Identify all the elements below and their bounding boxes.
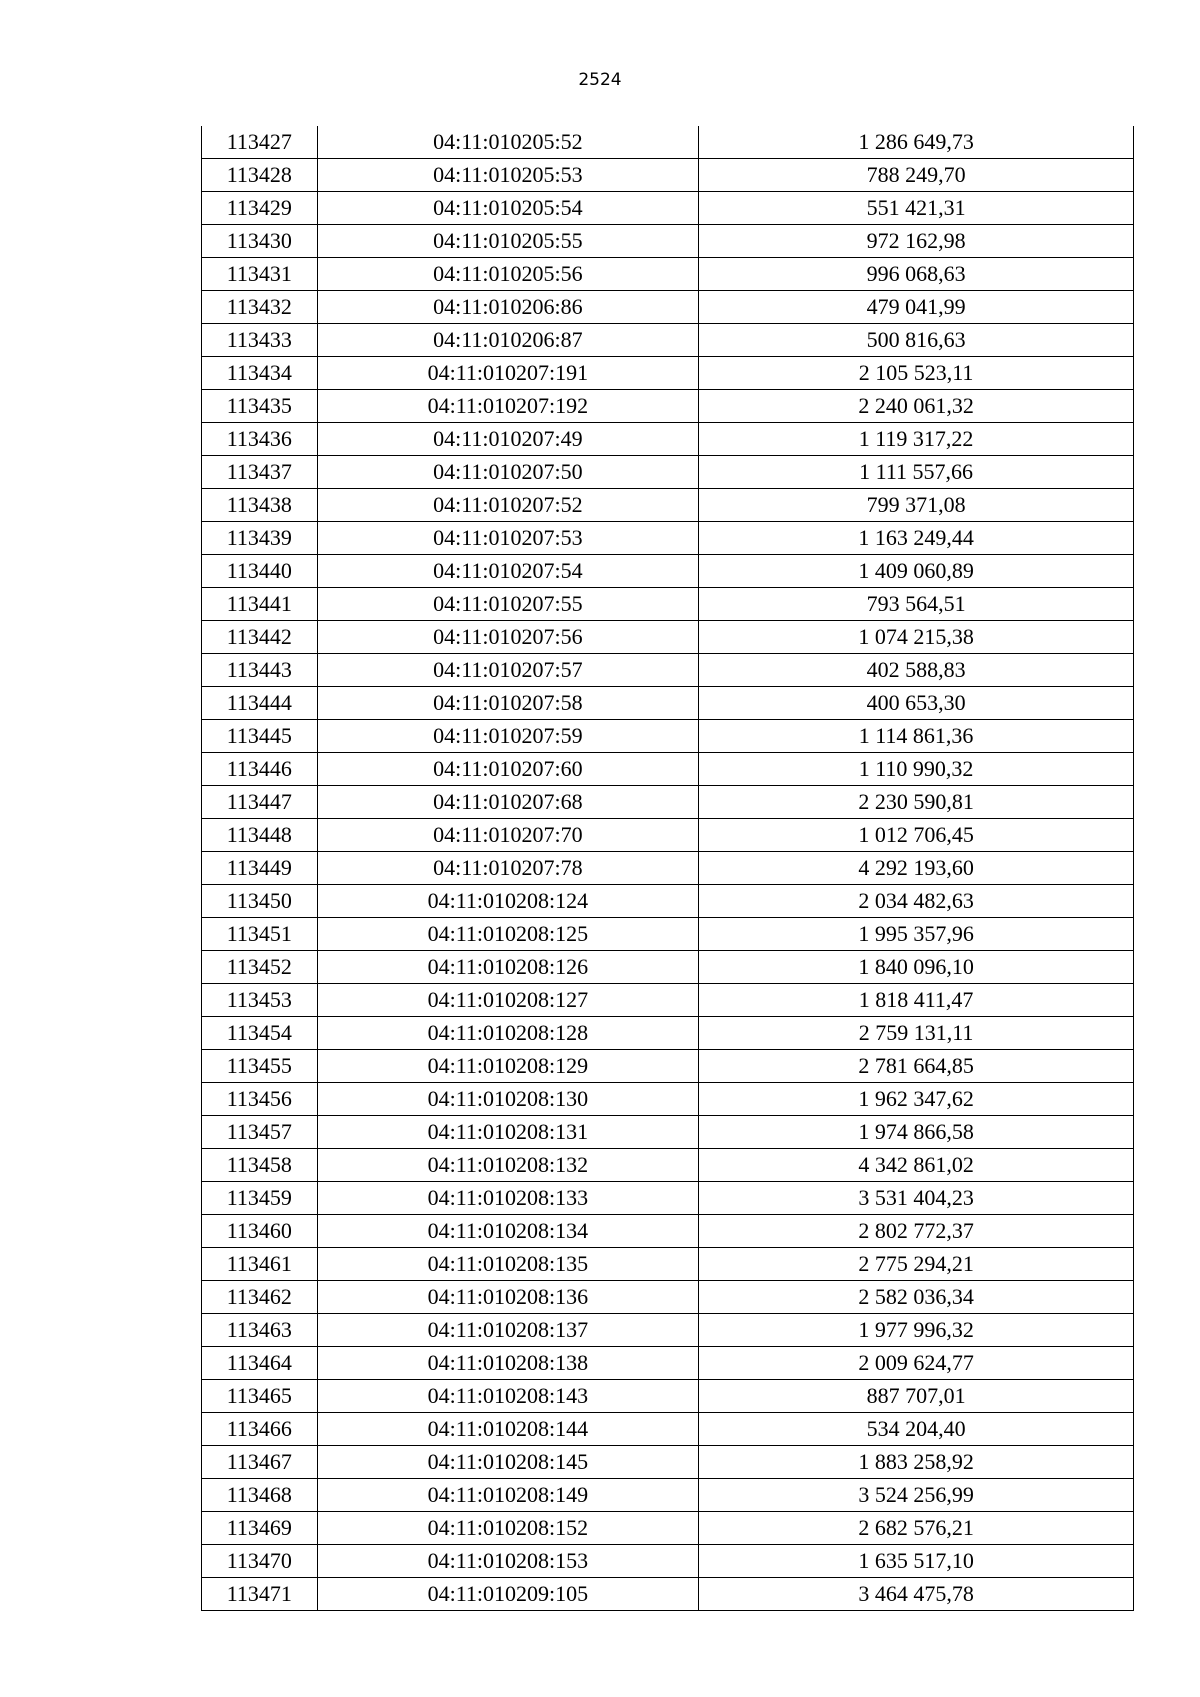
- cadastral-number-cell: 04:11:010205:56: [317, 258, 699, 291]
- value-cell: 1 286 649,73: [699, 126, 1134, 159]
- cadastral-number-cell: 04:11:010205:52: [317, 126, 699, 159]
- table-row: [202, 687, 1134, 720]
- value-cell: 1 111 557,66: [699, 456, 1134, 489]
- cadastral-number-cell: 04:11:010208:133: [317, 1182, 699, 1215]
- table-row: [202, 753, 1134, 786]
- table-row: [202, 1050, 1134, 1083]
- value-cell: 2 781 664,85: [699, 1050, 1134, 1083]
- value-cell: 887 707,01: [699, 1380, 1134, 1413]
- table-row: [202, 291, 1134, 324]
- table-row: [202, 192, 1134, 225]
- cadastral-number-cell: 04:11:010208:135: [317, 1248, 699, 1281]
- table-row: [202, 621, 1134, 654]
- table-row: [202, 1083, 1134, 1116]
- cadastral-number-cell: 04:11:010207:68: [317, 786, 699, 819]
- cadastral-number-cell: 04:11:010208:137: [317, 1314, 699, 1347]
- table-row: [202, 126, 1134, 159]
- value-cell: 972 162,98: [699, 225, 1134, 258]
- row-number-cell: 113446: [202, 753, 318, 786]
- value-cell: 788 249,70: [699, 159, 1134, 192]
- value-cell: 1 409 060,89: [699, 555, 1134, 588]
- cadastral-number-cell: 04:11:010207:54: [317, 555, 699, 588]
- value-cell: 1 635 517,10: [699, 1545, 1134, 1578]
- value-cell: 1 818 411,47: [699, 984, 1134, 1017]
- row-number-cell: 113433: [202, 324, 318, 357]
- row-number-cell: 113427: [202, 126, 318, 159]
- value-cell: 799 371,08: [699, 489, 1134, 522]
- row-number-cell: 113438: [202, 489, 318, 522]
- value-cell: 1 977 996,32: [699, 1314, 1134, 1347]
- cadastral-number-cell: 04:11:010208:144: [317, 1413, 699, 1446]
- row-number-cell: 113441: [202, 588, 318, 621]
- table-row: [202, 1578, 1134, 1611]
- row-number-cell: 113451: [202, 918, 318, 951]
- cadastral-number-cell: 04:11:010209:105: [317, 1578, 699, 1611]
- value-cell: 1 074 215,38: [699, 621, 1134, 654]
- cadastral-number-cell: 04:11:010207:191: [317, 357, 699, 390]
- cadastral-number-cell: 04:11:010207:57: [317, 654, 699, 687]
- row-number-cell: 113463: [202, 1314, 318, 1347]
- cadastral-number-cell: 04:11:010205:54: [317, 192, 699, 225]
- cadastral-number-cell: 04:11:010208:127: [317, 984, 699, 1017]
- value-cell: 2 759 131,11: [699, 1017, 1134, 1050]
- table-row: [202, 1314, 1134, 1347]
- value-cell: 1 995 357,96: [699, 918, 1134, 951]
- value-cell: 2 009 624,77: [699, 1347, 1134, 1380]
- cadastral-number-cell: 04:11:010207:78: [317, 852, 699, 885]
- row-number-cell: 113461: [202, 1248, 318, 1281]
- value-cell: 1 119 317,22: [699, 423, 1134, 456]
- row-number-cell: 113459: [202, 1182, 318, 1215]
- table-row: [202, 1215, 1134, 1248]
- registry-table: [201, 126, 1134, 1611]
- cadastral-number-cell: 04:11:010208:128: [317, 1017, 699, 1050]
- table-row: [202, 1182, 1134, 1215]
- value-cell: 2 230 590,81: [699, 786, 1134, 819]
- row-number-cell: 113453: [202, 984, 318, 1017]
- cadastral-number-cell: 04:11:010207:52: [317, 489, 699, 522]
- value-cell: 2 034 482,63: [699, 885, 1134, 918]
- cadastral-number-cell: 04:11:010208:126: [317, 951, 699, 984]
- value-cell: 1 883 258,92: [699, 1446, 1134, 1479]
- cadastral-number-cell: 04:11:010208:130: [317, 1083, 699, 1116]
- table-row: [202, 918, 1134, 951]
- table-row: [202, 1281, 1134, 1314]
- row-number-cell: 113445: [202, 720, 318, 753]
- cadastral-number-cell: 04:11:010208:143: [317, 1380, 699, 1413]
- row-number-cell: 113432: [202, 291, 318, 324]
- row-number-cell: 113439: [202, 522, 318, 555]
- table-row: [202, 456, 1134, 489]
- cadastral-number-cell: 04:11:010208:149: [317, 1479, 699, 1512]
- row-number-cell: 113464: [202, 1347, 318, 1380]
- cadastral-number-cell: 04:11:010208:134: [317, 1215, 699, 1248]
- row-number-cell: 113456: [202, 1083, 318, 1116]
- cadastral-number-cell: 04:11:010207:50: [317, 456, 699, 489]
- row-number-cell: 113455: [202, 1050, 318, 1083]
- value-cell: 2 802 772,37: [699, 1215, 1134, 1248]
- table-row: [202, 1248, 1134, 1281]
- value-cell: 551 421,31: [699, 192, 1134, 225]
- row-number-cell: 113444: [202, 687, 318, 720]
- row-number-cell: 113458: [202, 1149, 318, 1182]
- value-cell: 2 682 576,21: [699, 1512, 1134, 1545]
- cadastral-number-cell: 04:11:010208:145: [317, 1446, 699, 1479]
- value-cell: 4 342 861,02: [699, 1149, 1134, 1182]
- cadastral-number-cell: 04:11:010208:138: [317, 1347, 699, 1380]
- row-number-cell: 113437: [202, 456, 318, 489]
- row-number-cell: 113471: [202, 1578, 318, 1611]
- table-row: [202, 1116, 1134, 1149]
- row-number-cell: 113436: [202, 423, 318, 456]
- row-number-cell: 113469: [202, 1512, 318, 1545]
- row-number-cell: 113448: [202, 819, 318, 852]
- cadastral-number-cell: 04:11:010205:55: [317, 225, 699, 258]
- table-row: [202, 819, 1134, 852]
- value-cell: 1 840 096,10: [699, 951, 1134, 984]
- cadastral-number-cell: 04:11:010206:86: [317, 291, 699, 324]
- row-number-cell: 113452: [202, 951, 318, 984]
- row-number-cell: 113440: [202, 555, 318, 588]
- row-number-cell: 113434: [202, 357, 318, 390]
- value-cell: 3 464 475,78: [699, 1578, 1134, 1611]
- table-row: [202, 852, 1134, 885]
- value-cell: 1 163 249,44: [699, 522, 1134, 555]
- value-cell: 2 105 523,11: [699, 357, 1134, 390]
- row-number-cell: 113429: [202, 192, 318, 225]
- cadastral-number-cell: 04:11:010208:129: [317, 1050, 699, 1083]
- value-cell: 1 110 990,32: [699, 753, 1134, 786]
- table-row: [202, 390, 1134, 423]
- value-cell: 402 588,83: [699, 654, 1134, 687]
- row-number-cell: 113470: [202, 1545, 318, 1578]
- page-number: 2524: [578, 70, 622, 90]
- table-row: [202, 324, 1134, 357]
- cadastral-number-cell: 04:11:010205:53: [317, 159, 699, 192]
- table-row: [202, 1413, 1134, 1446]
- table-row: [202, 1446, 1134, 1479]
- value-cell: 3 524 256,99: [699, 1479, 1134, 1512]
- cadastral-number-cell: 04:11:010207:53: [317, 522, 699, 555]
- value-cell: 1 114 861,36: [699, 720, 1134, 753]
- value-cell: 400 653,30: [699, 687, 1134, 720]
- table-row: [202, 225, 1134, 258]
- row-number-cell: 113447: [202, 786, 318, 819]
- row-number-cell: 113462: [202, 1281, 318, 1314]
- row-number-cell: 113449: [202, 852, 318, 885]
- table-row: [202, 885, 1134, 918]
- cadastral-number-cell: 04:11:010207:58: [317, 687, 699, 720]
- cadastral-number-cell: 04:11:010207:59: [317, 720, 699, 753]
- value-cell: 1 962 347,62: [699, 1083, 1134, 1116]
- table-row: [202, 1380, 1134, 1413]
- cadastral-number-cell: 04:11:010208:153: [317, 1545, 699, 1578]
- row-number-cell: 113465: [202, 1380, 318, 1413]
- value-cell: 996 068,63: [699, 258, 1134, 291]
- table-row: [202, 1512, 1134, 1545]
- row-number-cell: 113435: [202, 390, 318, 423]
- value-cell: 534 204,40: [699, 1413, 1134, 1446]
- value-cell: 2 240 061,32: [699, 390, 1134, 423]
- row-number-cell: 113466: [202, 1413, 318, 1446]
- value-cell: 3 531 404,23: [699, 1182, 1134, 1215]
- cadastral-number-cell: 04:11:010208:124: [317, 885, 699, 918]
- table-row: [202, 588, 1134, 621]
- cadastral-number-cell: 04:11:010208:131: [317, 1116, 699, 1149]
- cadastral-number-cell: 04:11:010207:60: [317, 753, 699, 786]
- table-row: [202, 720, 1134, 753]
- value-cell: 793 564,51: [699, 588, 1134, 621]
- table-row: [202, 951, 1134, 984]
- row-number-cell: 113442: [202, 621, 318, 654]
- value-cell: 4 292 193,60: [699, 852, 1134, 885]
- table-row: [202, 786, 1134, 819]
- row-number-cell: 113428: [202, 159, 318, 192]
- row-number-cell: 113460: [202, 1215, 318, 1248]
- cadastral-number-cell: 04:11:010208:125: [317, 918, 699, 951]
- value-cell: 1 012 706,45: [699, 819, 1134, 852]
- table-row: [202, 159, 1134, 192]
- row-number-cell: 113467: [202, 1446, 318, 1479]
- table-row: [202, 258, 1134, 291]
- value-cell: 479 041,99: [699, 291, 1134, 324]
- table-row: [202, 1479, 1134, 1512]
- table-row: [202, 357, 1134, 390]
- table-row: [202, 1017, 1134, 1050]
- value-cell: 2 582 036,34: [699, 1281, 1134, 1314]
- cadastral-number-cell: 04:11:010207:192: [317, 390, 699, 423]
- cadastral-number-cell: 04:11:010207:55: [317, 588, 699, 621]
- row-number-cell: 113450: [202, 885, 318, 918]
- table-row: [202, 1347, 1134, 1380]
- table-row: [202, 555, 1134, 588]
- table-row: [202, 423, 1134, 456]
- row-number-cell: 113457: [202, 1116, 318, 1149]
- cadastral-number-cell: 04:11:010208:132: [317, 1149, 699, 1182]
- table-row: [202, 522, 1134, 555]
- value-cell: 2 775 294,21: [699, 1248, 1134, 1281]
- cadastral-number-cell: 04:11:010207:70: [317, 819, 699, 852]
- table-row: [202, 984, 1134, 1017]
- cadastral-number-cell: 04:11:010207:49: [317, 423, 699, 456]
- row-number-cell: 113430: [202, 225, 318, 258]
- cadastral-number-cell: 04:11:010208:136: [317, 1281, 699, 1314]
- row-number-cell: 113431: [202, 258, 318, 291]
- table-body: [202, 126, 1134, 1611]
- row-number-cell: 113454: [202, 1017, 318, 1050]
- table-row: [202, 654, 1134, 687]
- cadastral-number-cell: 04:11:010207:56: [317, 621, 699, 654]
- table-row: [202, 1545, 1134, 1578]
- cadastral-number-cell: 04:11:010206:87: [317, 324, 699, 357]
- table-row: [202, 1149, 1134, 1182]
- table-row: [202, 489, 1134, 522]
- row-number-cell: 113468: [202, 1479, 318, 1512]
- value-cell: 1 974 866,58: [699, 1116, 1134, 1149]
- value-cell: 500 816,63: [699, 324, 1134, 357]
- cadastral-number-cell: 04:11:010208:152: [317, 1512, 699, 1545]
- row-number-cell: 113443: [202, 654, 318, 687]
